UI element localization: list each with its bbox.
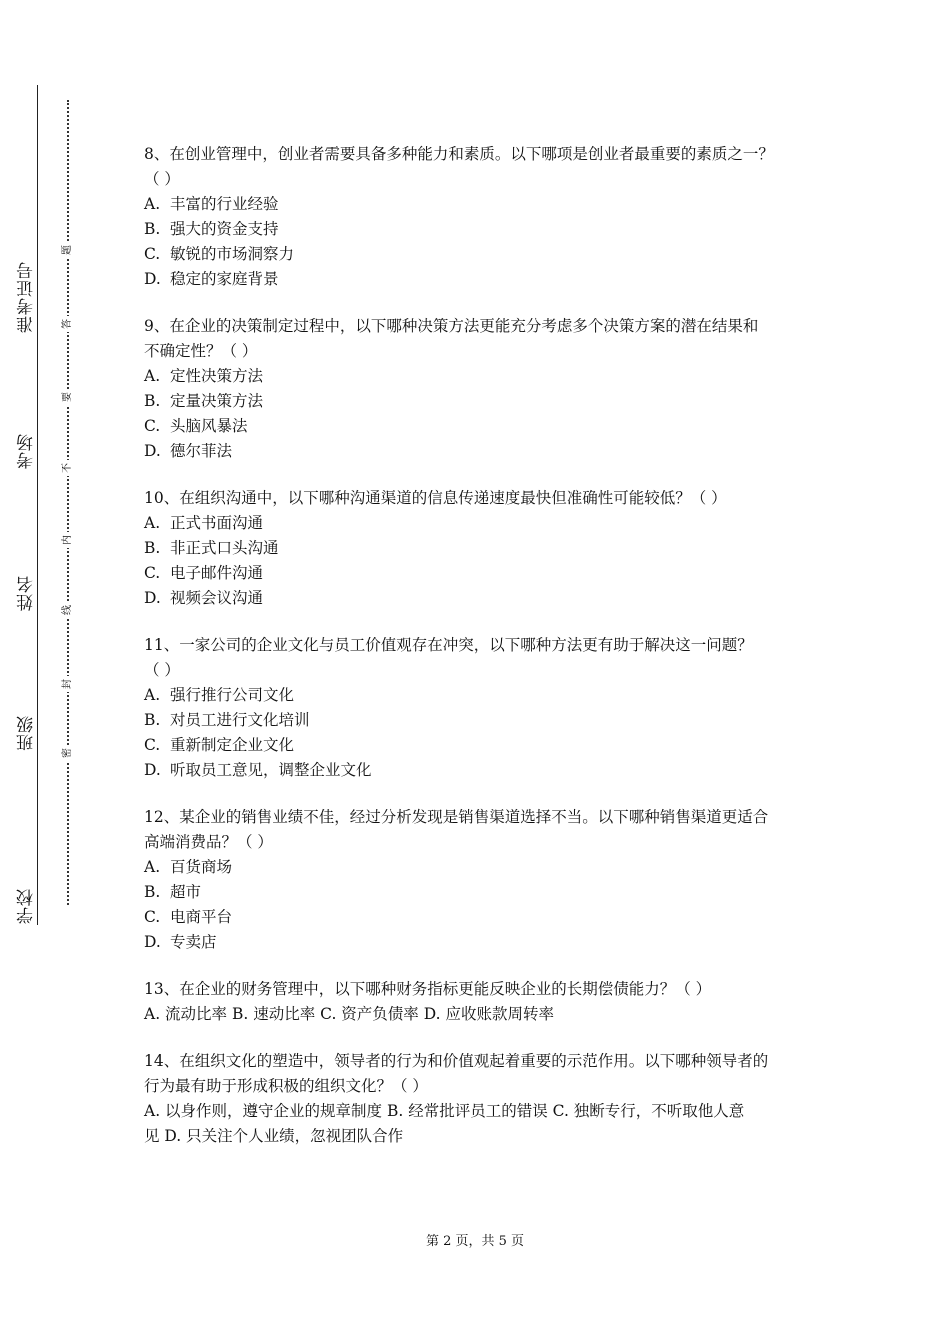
option-a: A. 丰富的行业经验 <box>144 195 279 213</box>
option-b: B. 对员工进行文化培训 <box>144 711 310 729</box>
inline-options: 见 D. 只关注个人业绩，忽视团队合作 <box>144 1127 404 1145</box>
option-b: B. 定量决策方法 <box>144 392 264 410</box>
seal-char: 要 <box>61 389 75 405</box>
option-a: A. 定性决策方法 <box>144 367 264 385</box>
seal-char: 内 <box>61 532 75 548</box>
question-text: 高端消费品？（ ） <box>144 833 273 851</box>
option-b: B. 强大的资金支持 <box>144 220 279 238</box>
option-a: A. 强行推行公司文化 <box>144 686 295 704</box>
binding-solid-line <box>37 85 38 925</box>
seal-char: 封 <box>61 676 75 692</box>
question-list <box>144 142 820 1171</box>
option-c: C. 电商平台 <box>144 908 233 926</box>
question-text: 13、在企业的财务管理中，以下哪种财务指标更能反映企业的长期偿债能力？（ ） <box>144 980 712 998</box>
question-12 <box>144 805 820 955</box>
exam-room-label: 考场 <box>17 430 37 472</box>
seal-char: 线 <box>61 602 75 618</box>
binding-margin <box>0 0 90 1344</box>
class-label: 班级 <box>17 712 37 754</box>
option-d: D. 稳定的家庭背景 <box>144 270 279 288</box>
option-d: D. 专卖店 <box>144 933 217 951</box>
question-text: 14、在组织文化的塑造中，领导者的行为和价值观起着重要的示范作用。以下哪种领导者的 <box>144 1052 769 1070</box>
inline-options: A. 流动比率 B. 速动比率 C. 资产负债率 D. 应收账款周转率 <box>144 1005 554 1023</box>
name-label: 姓名 <box>17 572 37 614</box>
option-c: C. 重新制定企业文化 <box>144 736 295 754</box>
option-b: B. 超市 <box>144 883 202 901</box>
question-8 <box>144 142 820 292</box>
option-d: D. 听取员工意见，调整企业文化 <box>144 761 372 779</box>
question-14 <box>144 1049 820 1149</box>
seal-char: 答 <box>61 316 75 332</box>
binding-dotted-line <box>67 100 69 905</box>
inline-options: A. 以身作则，遵守企业的规章制度 B. 经常批评员工的错误 C. 独断专行，不听取他人意 <box>144 1102 745 1120</box>
seal-char: 不 <box>61 460 75 476</box>
question-11 <box>144 633 820 783</box>
question-text: 11、一家公司的企业文化与员工价值观存在冲突，以下哪种方法更有助于解决这一问题？ <box>144 636 753 654</box>
option-c: C. 电子邮件沟通 <box>144 564 264 582</box>
option-a: A. 百货商场 <box>144 858 233 876</box>
option-c: C. 头脑风暴法 <box>144 417 248 435</box>
option-c: C. 敏锐的市场洞察力 <box>144 245 295 263</box>
question-text: （ ） <box>144 170 180 188</box>
question-text: 12、某企业的销售业绩不佳，经过分析发现是销售渠道选择不当。以下哪种销售渠道更适合 <box>144 808 769 826</box>
option-a: A. 正式书面沟通 <box>144 514 264 532</box>
question-text: （ ） <box>144 661 180 679</box>
option-b: B. 非正式口头沟通 <box>144 539 279 557</box>
school-label: 学校 <box>17 885 37 927</box>
page-footer: 第 2 页，共 5 页 <box>425 1234 525 1249</box>
seal-char: 密 <box>61 745 75 761</box>
question-text: 9、在企业的决策制定过程中，以下哪种决策方法更能充分考虑多个决策方案的潜在结果和 <box>144 317 759 335</box>
exam-number-label: 准考证号 <box>17 258 37 336</box>
option-d: D. 视频会议沟通 <box>144 589 264 607</box>
question-13 <box>144 977 820 1027</box>
question-text: 8、在创业管理中，创业者需要具备多种能力和素质。以下哪项是创业者最重要的素质之一？ <box>144 145 774 163</box>
option-d: D. 德尔菲法 <box>144 442 233 460</box>
question-text: 10、在组织沟通中，以下哪种沟通渠道的信息传递速度最快但准确性可能较低？（ ） <box>144 489 727 507</box>
question-9 <box>144 314 820 464</box>
question-text: 行为最有助于形成积极的组织文化？（ ） <box>144 1077 428 1095</box>
question-10 <box>144 486 820 611</box>
question-text: 不确定性？（ ） <box>144 342 258 360</box>
seal-char: 题 <box>61 242 75 258</box>
